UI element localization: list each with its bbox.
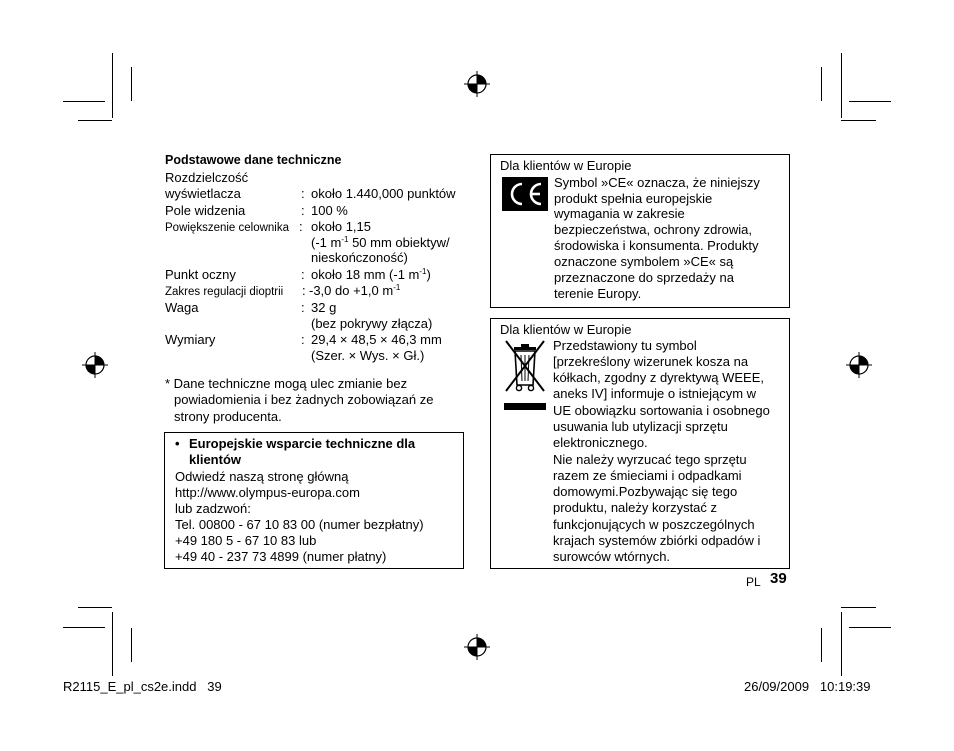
support-line: lub zadzwoń: bbox=[175, 501, 251, 516]
support-title: Europejskie wsparcie techniczne dla bbox=[189, 436, 416, 451]
spec-separator: : bbox=[299, 219, 303, 234]
weee-line: razem ze śmieciami i odpadkami bbox=[553, 468, 742, 483]
note-line: powiadomienia i bez żadnych zobowiązań ze bbox=[174, 392, 434, 407]
support-title: klientów bbox=[189, 452, 242, 467]
crop-mark bbox=[63, 627, 105, 628]
support-website-link[interactable]: http://www.olympus-europa.com bbox=[175, 485, 360, 500]
note-line: strony producenta. bbox=[174, 409, 282, 424]
spec-label-dimensions: Wymiary bbox=[165, 332, 216, 347]
spec-value-magnification: około 1,15 bbox=[311, 219, 371, 234]
weee-line: surowców wtórnych. bbox=[553, 549, 671, 564]
crop-mark bbox=[821, 628, 822, 662]
ce-mark-icon bbox=[502, 177, 548, 211]
spec-label-resolution: Rozdzielczość bbox=[165, 170, 249, 185]
registration-mark-icon bbox=[846, 352, 872, 378]
ce-line: przeznaczone do sprzedaży na bbox=[554, 270, 734, 285]
weee-line: funkcjonujących w poszczególnych bbox=[553, 517, 755, 532]
weee-line: aneks IV] informuje o istniejącym w bbox=[553, 386, 757, 401]
spec-value-weight: (bez pokrywy złącza) bbox=[311, 316, 433, 331]
crop-mark bbox=[131, 67, 132, 101]
weee-line: usuwania lub utylizacji sprzętu bbox=[553, 419, 728, 434]
spec-value-dimensions: (Szer. × Wys. × Gł.) bbox=[311, 348, 425, 363]
crop-mark bbox=[131, 628, 132, 662]
spec-separator: : bbox=[301, 267, 305, 282]
crop-mark bbox=[849, 627, 891, 628]
spec-separator: : bbox=[301, 203, 305, 218]
page-language: PL bbox=[746, 575, 761, 589]
weee-line: [przekreślony wizerunek kosza na bbox=[553, 354, 749, 369]
support-phone: Tel. 00800 - 67 10 83 00 (numer bezpłatny) bbox=[175, 517, 424, 532]
ce-line: oznaczone symbolem »CE« są bbox=[554, 254, 734, 269]
spec-value-magnification: (-1 $m^{-1}$ 50 mm obiektyw/ bbox=[311, 235, 450, 250]
crop-mark bbox=[849, 101, 891, 102]
crop-mark bbox=[112, 53, 113, 118]
note-line: * Dane techniczne mogą ulec zmianie bez bbox=[165, 376, 408, 391]
crop-mark bbox=[841, 612, 842, 676]
spec-label-magnification: Powiększenie celownika bbox=[165, 222, 290, 234]
crop-mark bbox=[63, 101, 105, 102]
spec-label-dioptric: Zakres regulacji dioptrii bbox=[165, 286, 284, 298]
crop-mark bbox=[78, 607, 112, 608]
weee-line: kółkach, zgodny z dyrektywą WEEE, bbox=[553, 370, 764, 385]
spec-label-weight: Waga bbox=[165, 300, 199, 315]
footer-file-name: R2115_E_pl_cs2e.indd 39 bbox=[63, 679, 222, 694]
weee-line: produktu, należy korzystać z bbox=[553, 500, 718, 515]
footer-timestamp: 26/09/2009 10:19:39 bbox=[744, 679, 871, 694]
spec-separator: : bbox=[302, 283, 306, 298]
spec-value-weight: 32 g bbox=[311, 300, 337, 315]
spec-value-dimensions: 29,4 × 48,5 × 46,3 mm bbox=[311, 332, 442, 347]
crossed-bin-icon bbox=[502, 339, 548, 411]
spec-separator: : bbox=[301, 332, 305, 347]
weee-line: domowymi.Pozbywając się tego bbox=[553, 484, 738, 499]
spec-value-eyepoint: około 18 mm (-1 $m^{-1}$) bbox=[311, 267, 431, 282]
spec-value-resolution: około 1.440,000 punktów bbox=[311, 186, 456, 201]
spec-label-eyepoint: Punkt oczny bbox=[165, 267, 236, 282]
spec-value-dioptric: -3,0 do +1,0 $m^{-1}$ bbox=[309, 283, 401, 298]
crop-mark bbox=[112, 612, 113, 676]
ce-line: wymagania w zakresie bbox=[554, 206, 685, 221]
spec-label-resolution: wyświetlacza bbox=[165, 186, 241, 201]
crop-mark bbox=[78, 120, 112, 121]
crop-mark bbox=[821, 67, 822, 101]
specs-heading: Podstawowe dane techniczne bbox=[165, 153, 342, 167]
spec-value-magnification: nieskończoność) bbox=[311, 250, 408, 265]
registration-mark-icon bbox=[82, 352, 108, 378]
registration-mark-icon bbox=[464, 634, 490, 660]
registration-mark-icon bbox=[464, 71, 490, 97]
page-number: 39 bbox=[770, 570, 787, 587]
weee-line: elektronicznego. bbox=[553, 435, 648, 450]
weee-line: Przedstawiony tu symbol bbox=[553, 338, 697, 353]
spec-separator: : bbox=[301, 300, 305, 315]
ce-line: produkt spełnia europejskie bbox=[554, 191, 713, 206]
ce-line: bezpieczeństwa, ochrony zdrowia, bbox=[554, 222, 752, 237]
support-phone: +49 40 - 237 73 4899 (numer płatny) bbox=[175, 549, 387, 564]
ce-line: środowiska i konsumenta. Produkty bbox=[554, 238, 759, 253]
support-phone: +49 180 5 - 67 10 83 lub bbox=[175, 533, 317, 548]
crop-mark bbox=[841, 53, 842, 118]
ce-line: terenie Europy. bbox=[554, 286, 642, 301]
support-line: Odwiedź naszą stronę główną bbox=[175, 469, 349, 484]
weee-line: Nie należy wyrzucać tego sprzętu bbox=[553, 452, 747, 467]
ce-line: Symbol »CE« oznacza, że niniejszy bbox=[554, 175, 760, 190]
spec-value-field: 100 % bbox=[311, 203, 348, 218]
support-bullet: • bbox=[175, 436, 180, 451]
ce-box-header: Dla klientów w Europie bbox=[500, 158, 632, 173]
spec-separator: : bbox=[301, 186, 305, 201]
spec-label-field: Pole widzenia bbox=[165, 203, 246, 218]
crop-mark bbox=[841, 120, 876, 121]
weee-box-header: Dla klientów w Europie bbox=[500, 322, 632, 337]
weee-line: krajach systemów zbiórki odpadów i bbox=[553, 533, 761, 548]
weee-line: UE obowiązku sortowania i osobnego bbox=[553, 403, 770, 418]
crop-mark bbox=[841, 607, 876, 608]
